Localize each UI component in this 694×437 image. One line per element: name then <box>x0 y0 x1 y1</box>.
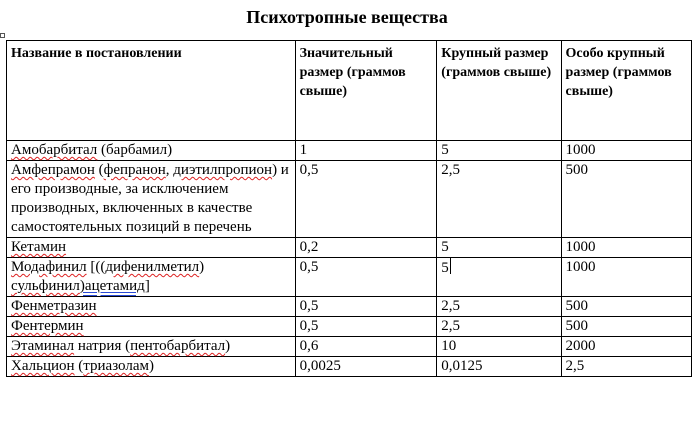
name-text: Хальцион <box>11 358 75 374</box>
cell-significant[interactable]: 0,5 <box>295 258 437 297</box>
name-text: диэтилпропион <box>173 162 273 178</box>
name-text: триазолам <box>83 358 149 374</box>
name-text: Фенметразин <box>11 298 97 314</box>
name-text: Амобарбитал <box>11 142 98 158</box>
cell-large[interactable]: 2,5 <box>437 317 561 337</box>
table-row <box>7 238 692 258</box>
text-cursor <box>450 258 451 274</box>
cell-name[interactable] <box>7 297 296 317</box>
cell-name[interactable] <box>7 238 296 258</box>
cell-extra-large[interactable]: 2000 <box>561 337 691 357</box>
cell-extra-large[interactable]: 1000 <box>561 238 691 258</box>
name-text: ) <box>148 358 154 374</box>
cell-large[interactable]: 0,0125 <box>437 357 561 377</box>
cell-extra-large[interactable]: 500 <box>561 317 691 337</box>
cell-significant[interactable]: 0,0025 <box>295 357 437 377</box>
cell-significant[interactable]: 0,6 <box>295 337 437 357</box>
cell-name[interactable] <box>7 161 296 238</box>
name-text: ) <box>199 259 205 275</box>
cell-significant[interactable]: 0,5 <box>295 161 437 238</box>
name-text: Фентермин <box>11 318 84 334</box>
header-row <box>7 41 692 141</box>
cell-large[interactable]: 5 <box>437 141 561 161</box>
cell-significant[interactable]: 0,5 <box>295 317 437 337</box>
name-text: Модафинил <box>11 259 87 275</box>
name-text: ( <box>74 358 84 374</box>
cell-large[interactable] <box>437 258 561 297</box>
substances-table <box>6 40 692 377</box>
table-row <box>7 357 692 377</box>
cell-extra-large[interactable]: 1000 <box>561 141 691 161</box>
table-row <box>7 337 692 357</box>
header-large[interactable]: Крупный размер (граммов свыше) <box>437 41 561 141</box>
cell-name[interactable] <box>7 141 296 161</box>
name-text: , <box>165 162 174 178</box>
name-text: (барбамил) <box>97 142 173 158</box>
name-text: Кетамин <box>11 239 67 255</box>
header-significant[interactable]: Значительный размер (граммов свыше) <box>295 41 437 141</box>
cell-large-value: 5 <box>441 260 449 276</box>
table-row <box>7 161 692 238</box>
name-text: ) <box>225 338 231 354</box>
cell-large[interactable]: 10 <box>437 337 561 357</box>
cell-extra-large[interactable]: 1000 <box>561 258 691 297</box>
header-extra-large[interactable]: Особо крупный размер (граммов свыше) <box>561 41 691 141</box>
name-text: [(( <box>86 259 106 275</box>
table-row <box>7 297 692 317</box>
table-row <box>7 258 692 297</box>
cell-large[interactable]: 2,5 <box>437 161 561 238</box>
cell-extra-large[interactable]: 500 <box>561 297 691 317</box>
name-text: ) и его производные, за исключением производных, включенных в качестве самостоятельных позиций в перечень <box>11 162 289 235</box>
name-text: Этаминал <box>11 338 75 354</box>
table-row <box>7 317 692 337</box>
table-row <box>7 141 692 161</box>
cell-significant[interactable]: 0,5 <box>295 297 437 317</box>
cell-large[interactable]: 5 <box>437 238 561 258</box>
cell-extra-large[interactable]: 500 <box>561 161 691 238</box>
name-text: натрия ( <box>74 338 131 354</box>
name-text: ( <box>94 162 104 178</box>
name-text: пентобарбитал <box>130 338 226 354</box>
name-text: )ацетамид <box>79 278 145 294</box>
cell-name[interactable] <box>7 357 296 377</box>
cell-name[interactable] <box>7 337 296 357</box>
cell-significant[interactable]: 0,2 <box>295 238 437 258</box>
header-name[interactable]: Название в постановлении <box>7 41 296 141</box>
cell-large[interactable]: 2,5 <box>437 297 561 317</box>
name-text: ] <box>144 278 150 294</box>
name-text: сульфинил <box>11 278 80 294</box>
page-title: Психотропные вещества <box>246 7 448 27</box>
table-move-handle[interactable] <box>0 33 5 38</box>
cell-extra-large[interactable]: 2,5 <box>561 357 691 377</box>
name-text: Амфепрамон <box>11 162 95 178</box>
cell-significant[interactable]: 1 <box>295 141 437 161</box>
cell-name[interactable] <box>7 258 296 297</box>
cell-name[interactable] <box>7 317 296 337</box>
name-text: фепранон <box>103 162 166 178</box>
name-text: дифенилметил <box>105 259 200 275</box>
